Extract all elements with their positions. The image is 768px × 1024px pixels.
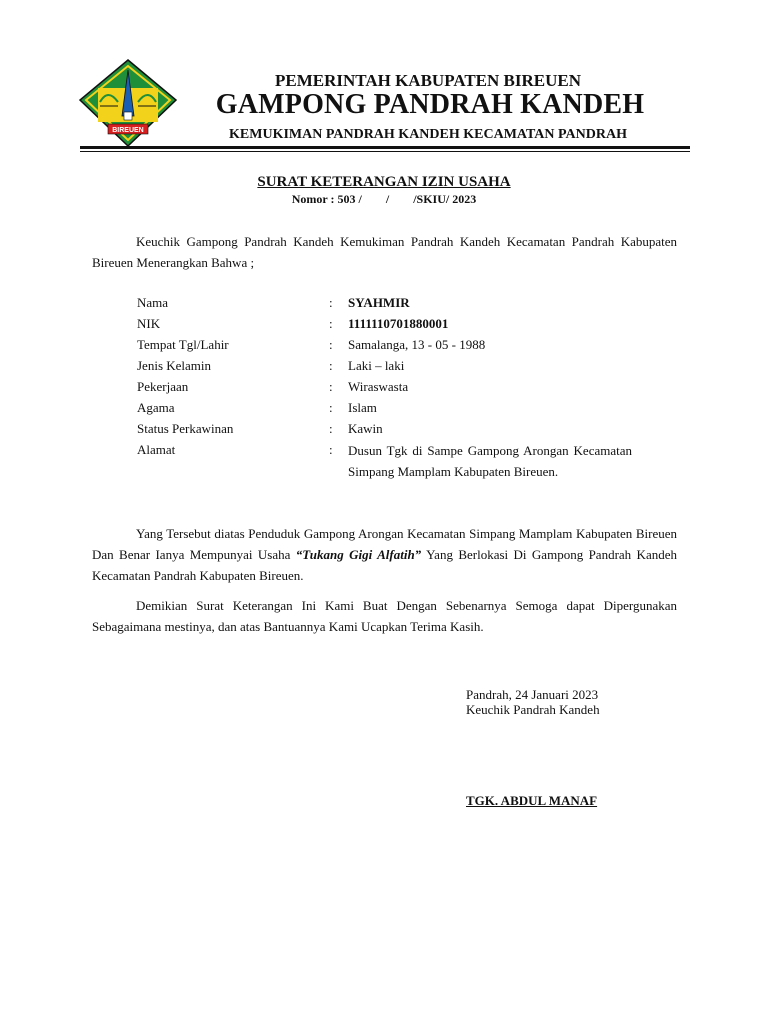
letterhead-rule-thick bbox=[80, 146, 690, 149]
identity-value: Samalanga, 13 - 05 - 1988 bbox=[348, 337, 486, 352]
identity-label: Agama bbox=[137, 400, 175, 415]
identity-address-value: Dusun Tgk di Sampe Gampong Arongan Kecamatan Simpang Mamplam Kabupaten Bireuen. bbox=[348, 443, 632, 479]
residency-paragraph bbox=[92, 523, 677, 586]
emblem-tower-base bbox=[124, 112, 132, 120]
identity-row-birth bbox=[0, 334, 768, 355]
identity-label: NIK bbox=[137, 316, 161, 331]
identity-row-nama bbox=[0, 292, 768, 313]
identity-row-occupation bbox=[0, 376, 768, 397]
identity-value: SYAHMIR bbox=[348, 295, 410, 310]
identity-label: Status Perkawinan bbox=[137, 421, 234, 436]
identity-label: Jenis Kelamin bbox=[137, 358, 212, 373]
identity-row-marital bbox=[0, 418, 768, 439]
identity-colon: : bbox=[329, 295, 333, 310]
business-name: “Tukang Gigi Alfatih” bbox=[295, 547, 422, 562]
identity-label: Pekerjaan bbox=[137, 379, 189, 394]
identity-value: Kawin bbox=[348, 421, 383, 436]
identity-colon: : bbox=[329, 421, 333, 436]
signatory-name: TGK. ABDUL MANAF bbox=[466, 793, 598, 808]
intro-text: Keuchik Gampong Pandrah Kandeh Kemukiman Pandrah Kandeh Kecamatan Pandrah Kabupaten Bireuen Menerangkan Bahwa ; bbox=[92, 234, 677, 270]
closing-text: Demikian Surat Keterangan Ini Kami Buat Dengan Sebenarnya Semoga dapat Dipergunakan Sebagaimana mestinya, dan atas Bantuannya Kami Ucapkan Terima Kasih. bbox=[92, 598, 677, 634]
identity-row-gender bbox=[0, 355, 768, 376]
identity-colon: : bbox=[329, 379, 333, 394]
bireuen-regency-emblem bbox=[78, 58, 178, 150]
identity-row-religion bbox=[0, 397, 768, 418]
identity-colon: : bbox=[329, 316, 333, 331]
district-heading: KEMUKIMAN PANDRAH KANDEH KECAMATAN PANDRAH bbox=[229, 127, 627, 142]
residency-text-end: Yang Berlokasi Di Gampong Pandrah Kandeh Kecamatan Pandrah Kabupaten Bireuen. bbox=[92, 547, 677, 583]
identity-label: Nama bbox=[137, 295, 169, 310]
letterhead-rule-thin bbox=[80, 151, 690, 152]
identity-colon: : bbox=[329, 358, 333, 373]
emblem-ribbon-text: BIREUEN bbox=[112, 127, 144, 134]
identity-row-nik bbox=[0, 313, 768, 334]
closing-paragraph bbox=[92, 595, 677, 637]
identity-label: Tempat Tgl/Lahir bbox=[137, 337, 229, 352]
signature-role: Keuchik Pandrah Kandeh bbox=[466, 702, 600, 717]
letter-number: Nomor : 503 / / /SKIU/ 2023 bbox=[291, 192, 477, 206]
intro-paragraph bbox=[92, 231, 677, 273]
identity-label: Alamat bbox=[137, 442, 176, 457]
identity-value: 1111110701880001 bbox=[348, 316, 449, 331]
identity-colon: : bbox=[329, 337, 333, 352]
identity-value: Wiraswasta bbox=[348, 379, 409, 394]
identity-colon: : bbox=[329, 442, 333, 457]
identity-colon: : bbox=[329, 400, 333, 415]
identity-value: Laki – laki bbox=[348, 358, 405, 373]
signature-place-date: Pandrah, 24 Januari 2023 bbox=[466, 687, 599, 702]
village-heading: GAMPONG PANDRAH KANDEH bbox=[215, 89, 645, 120]
government-heading: PEMERINTAH KABUPATEN BIREUEN bbox=[274, 71, 582, 90]
letter-title: SURAT KETERANGAN IZIN USAHA bbox=[257, 174, 511, 190]
identity-value: Islam bbox=[348, 400, 377, 415]
residency-text-start: Yang Tersebut diatas Penduduk Gampong Arongan Kecamatan Simpang Mamplam Kabupaten Bireuen Dan Benar Ianya Mempunyai Usaha bbox=[92, 526, 677, 562]
